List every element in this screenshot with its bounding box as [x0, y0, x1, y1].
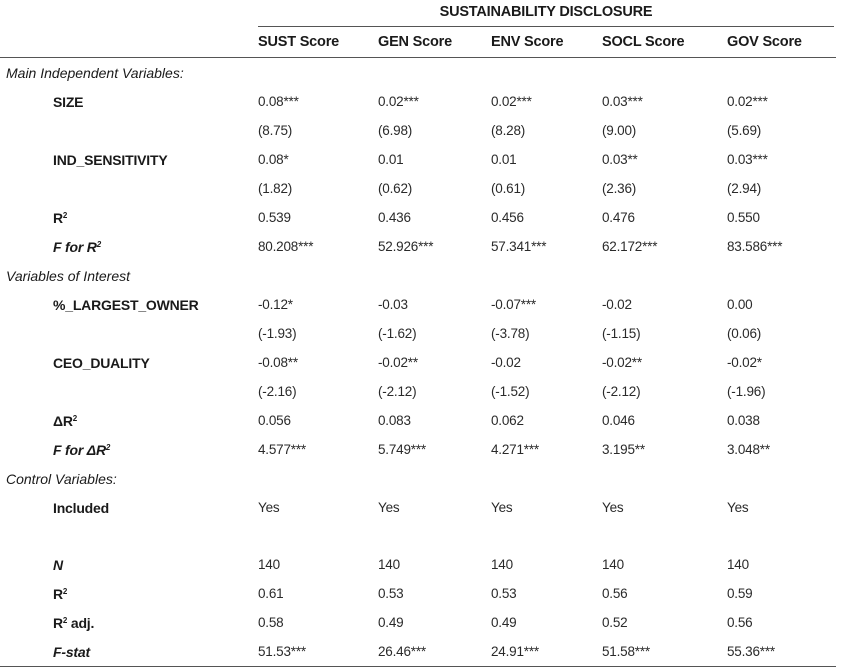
- table-cell: 0.02***: [727, 94, 768, 109]
- table-row: [0, 608, 836, 637]
- section-row: [0, 261, 836, 290]
- column-header: SOCL Score: [602, 34, 685, 50]
- table-cell: -0.07***: [491, 297, 536, 312]
- table-cell: 0.038: [727, 413, 760, 428]
- column-header-row: [0, 27, 836, 58]
- table-row: [0, 348, 836, 377]
- table-cell: (-1.62): [378, 326, 417, 341]
- table-cell: (-2.12): [378, 384, 417, 399]
- column-header: ENV Score: [491, 34, 564, 50]
- table-cell: -0.03: [378, 297, 408, 312]
- table-cell: 0.02***: [491, 94, 532, 109]
- table-cell: 0.53: [378, 586, 404, 601]
- table-cell: -0.02**: [602, 355, 642, 370]
- table-cell: 0.456: [491, 210, 524, 225]
- table-super-header: SUSTAINABILITY DISCLOSURE: [439, 4, 653, 20]
- table-cell: (8.75): [258, 123, 293, 138]
- table-row: [0, 319, 836, 348]
- row-label-superscript: 2: [72, 413, 78, 423]
- table-row: [0, 406, 836, 435]
- table-cell: -0.08**: [258, 355, 298, 370]
- table-cell: 0.08*: [258, 152, 289, 167]
- table-cell: -0.02: [602, 297, 632, 312]
- table-cell: Yes: [602, 500, 624, 515]
- empty-cell: [378, 522, 491, 550]
- column-header: SUST Score: [258, 34, 339, 50]
- row-label-text: R: [53, 585, 63, 602]
- table-cell: 0.08***: [258, 94, 299, 109]
- table-row: [0, 377, 836, 406]
- table-cell: 57.341***: [491, 239, 547, 254]
- table-cell: 0.03***: [602, 94, 643, 109]
- row-label-superscript: 2: [96, 239, 101, 249]
- table-cell: 0.476: [602, 210, 635, 225]
- table-cell: 3.048**: [727, 442, 770, 457]
- table-cell: 0.03**: [602, 152, 638, 167]
- table-cell: 0.49: [491, 615, 517, 630]
- table-cell: (0.06): [727, 326, 762, 341]
- table-cell: 0.056: [258, 413, 291, 428]
- row-label: [0, 290, 258, 319]
- table-cell: (2.36): [602, 181, 637, 196]
- table-cell: 62.172***: [602, 239, 658, 254]
- table-row: [0, 174, 836, 203]
- row-label-text: F-stat: [53, 643, 90, 660]
- row-label: [0, 174, 258, 203]
- row-label: [0, 319, 258, 348]
- table-row: [0, 145, 836, 174]
- row-label: [0, 637, 258, 667]
- empty-cell: [0, 522, 258, 550]
- table-cell: -0.02*: [727, 355, 762, 370]
- table-cell: 51.58***: [602, 637, 727, 667]
- table-cell: (5.69): [727, 123, 762, 138]
- table-row: [0, 116, 836, 145]
- table-cell: 5.749***: [378, 442, 426, 457]
- table-cell: 140: [258, 557, 280, 572]
- table-cell: (6.98): [378, 123, 413, 138]
- table-row: [0, 579, 836, 608]
- table-cell: 51.53***: [258, 637, 378, 667]
- table-cell: (-1.52): [491, 384, 530, 399]
- table-cell: (-1.15): [602, 326, 641, 341]
- row-label: [0, 435, 258, 464]
- row-label-text: SIZE: [53, 93, 84, 110]
- table-cell: 0.49: [378, 615, 404, 630]
- table-row: [0, 637, 836, 667]
- row-label: [0, 116, 258, 145]
- table-cell: 4.577***: [258, 442, 306, 457]
- table-cell: (1.82): [258, 181, 293, 196]
- table-cell: -0.02: [491, 355, 521, 370]
- row-label-text: R: [53, 614, 63, 631]
- table-cell: 0.53: [491, 586, 517, 601]
- column-header: GOV Score: [727, 34, 802, 50]
- table-cell: (-1.96): [727, 384, 766, 399]
- table-cell: 140: [491, 557, 513, 572]
- empty-cell: [602, 522, 727, 550]
- row-label-text: IND_SENSITIVITY: [53, 151, 168, 168]
- row-label-text: Included: [53, 499, 109, 516]
- row-label: [0, 608, 258, 637]
- table-cell: 80.208***: [258, 239, 314, 254]
- empty-cell: [491, 522, 602, 550]
- table-cell: 0.083: [378, 413, 411, 428]
- row-label-superscript: 2: [62, 210, 68, 220]
- table-cell: 0.436: [378, 210, 411, 225]
- row-label-text: R: [53, 209, 63, 226]
- table-cell: (-2.12): [602, 384, 641, 399]
- table-cell: 4.271***: [491, 442, 539, 457]
- table-cell: (9.00): [602, 123, 637, 138]
- row-label-superscript: 2: [62, 586, 68, 596]
- table-cell: (8.28): [491, 123, 526, 138]
- table-cell: Yes: [491, 500, 513, 515]
- row-label-text: CEO_DUALITY: [53, 354, 150, 371]
- row-label: [0, 203, 258, 232]
- table-cell: 0.61: [258, 586, 284, 601]
- table-cell: 0.03***: [727, 152, 768, 167]
- table-cell: 55.36***: [727, 637, 836, 667]
- row-label-text: F for ΔR: [53, 441, 106, 458]
- row-label: [0, 550, 258, 579]
- table-cell: 3.195**: [602, 442, 645, 457]
- table-cell: Yes: [727, 500, 749, 515]
- table-cell: Yes: [378, 500, 400, 515]
- row-label: [0, 87, 258, 116]
- table-cell: 0.58: [258, 615, 284, 630]
- row-label-text: %_LARGEST_OWNER: [53, 296, 199, 313]
- table-row: [0, 493, 836, 522]
- row-label: [0, 493, 258, 522]
- table-cell: 0.02***: [378, 94, 419, 109]
- table-cell: 0.00: [727, 297, 753, 312]
- row-label-text: F for R: [53, 238, 97, 255]
- table-cell: (-1.93): [258, 326, 297, 341]
- header-stub: [0, 27, 258, 58]
- row-label-text: N: [53, 556, 63, 573]
- table-cell: 0.52: [602, 615, 628, 630]
- table-cell: (-3.78): [491, 326, 530, 341]
- section-row: [0, 58, 836, 88]
- empty-cell: [258, 522, 378, 550]
- table-cell: 0.046: [602, 413, 635, 428]
- row-label-text: ΔR: [53, 412, 73, 429]
- empty-cell: [727, 522, 836, 550]
- table-cell: 52.926***: [378, 239, 434, 254]
- table-row: [0, 203, 836, 232]
- table-cell: 83.586***: [727, 239, 783, 254]
- spacer-row: [0, 522, 836, 550]
- table-cell: 0.01: [378, 152, 404, 167]
- table-row: [0, 232, 836, 261]
- table-cell: 140: [378, 557, 400, 572]
- regression-table: [0, 27, 836, 667]
- section-label: Main Independent Variables:: [6, 64, 184, 81]
- table-cell: 0.550: [727, 210, 760, 225]
- row-label: [0, 145, 258, 174]
- table-cell: (0.61): [491, 181, 526, 196]
- row-label: [0, 377, 258, 406]
- table-row: [0, 290, 836, 319]
- row-label: [0, 579, 258, 608]
- row-label-suffix: adj.: [67, 614, 95, 631]
- table-cell: -0.12*: [258, 297, 293, 312]
- table-row: [0, 87, 836, 116]
- table-cell: 24.91***: [491, 637, 602, 667]
- table-cell: 0.56: [727, 615, 753, 630]
- table-cell: 0.539: [258, 210, 291, 225]
- section-row: [0, 464, 836, 493]
- row-label: [0, 232, 258, 261]
- table-row: [0, 435, 836, 464]
- table-cell: 0.01: [491, 152, 517, 167]
- row-label: [0, 406, 258, 435]
- table-cell: 140: [727, 557, 749, 572]
- table-cell: 0.56: [602, 586, 628, 601]
- row-label-superscript: 2: [62, 615, 68, 625]
- row-label: [0, 348, 258, 377]
- table-cell: -0.02**: [378, 355, 418, 370]
- column-header: GEN Score: [378, 34, 452, 50]
- table-cell: (2.94): [727, 181, 762, 196]
- table-cell: 140: [602, 557, 624, 572]
- table-row: [0, 550, 836, 579]
- row-label-superscript: 2: [105, 442, 111, 452]
- section-label: Variables of Interest: [6, 267, 130, 284]
- section-label: Control Variables:: [6, 470, 117, 487]
- table-cell: Yes: [258, 500, 280, 515]
- table-body: [0, 58, 836, 667]
- table-cell: 0.062: [491, 413, 524, 428]
- table-cell: 0.59: [727, 586, 753, 601]
- table-cell: (0.62): [378, 181, 413, 196]
- table-cell: 26.46***: [378, 637, 491, 667]
- table-cell: (-2.16): [258, 384, 297, 399]
